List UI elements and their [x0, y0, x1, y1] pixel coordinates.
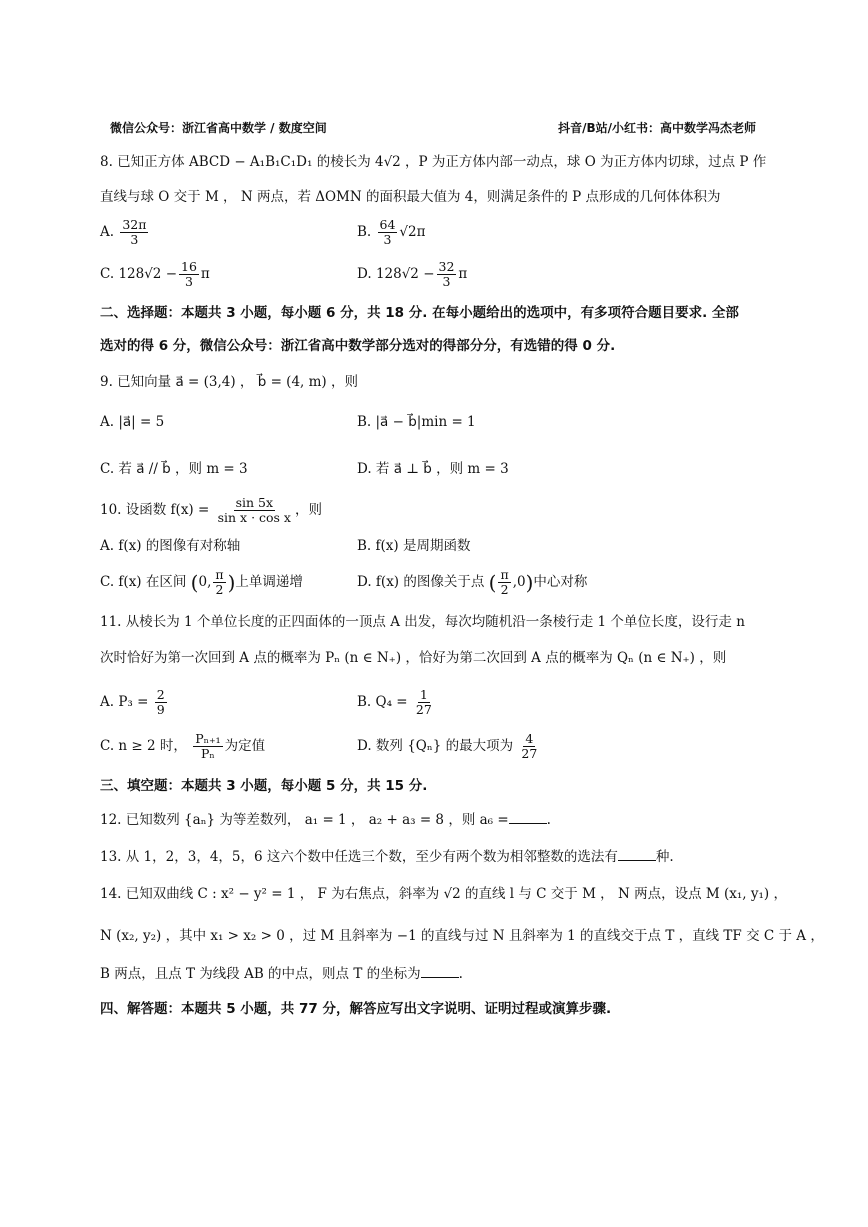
- q8-option-d: [357, 260, 467, 289]
- frac-num: 2: [156, 687, 165, 702]
- frac-den: 3: [130, 232, 139, 247]
- q9-stem: 9. 已知向量 a⃗ = (3,4) ， b⃗ = (4, m) ，则: [100, 374, 358, 390]
- option-text: C. n ≥ 2 时，: [100, 738, 187, 754]
- option-text: 上单调递增: [235, 574, 303, 590]
- q10-option-b: B. f(x) 是周期函数: [357, 538, 471, 554]
- q8-option-b: [357, 218, 426, 247]
- q13-tail: 种.: [655, 849, 674, 865]
- q9-option-d: D. 若 a⃗ ⊥ b⃗ ，则 m = 3: [357, 461, 509, 477]
- q10-option-d: [357, 568, 587, 597]
- section4-heading: 四、解答题：本题共 5 小题，共 77 分，解答应写出文字说明、证明过程或演算步骤.: [100, 1001, 612, 1017]
- option-text: 为定值: [224, 738, 266, 754]
- frac-num: 64: [379, 217, 396, 232]
- math-tail: π: [458, 266, 468, 282]
- fraction: [437, 260, 457, 289]
- fraction: [213, 568, 225, 597]
- q13: [100, 847, 768, 867]
- answer-blank[interactable]: [421, 965, 459, 978]
- math-part: 0,: [198, 574, 212, 590]
- frac-num: 16: [181, 259, 197, 274]
- math-part: ,0: [512, 574, 526, 590]
- q11-line2: 次时恰好为第一次回到 A 点的概率为 Pₙ (n ∈ N₊) ，恰好为第二次回到 A 点的概率为 Qₙ (n ∈ N₊) ，则: [100, 650, 727, 666]
- frac-den: 3: [383, 232, 392, 247]
- header-right: 抖音/B站/小红书：高中数学冯杰老师: [558, 121, 756, 135]
- fraction: [216, 496, 293, 525]
- frac-den: 27: [415, 702, 432, 717]
- option-text: 中心对称: [533, 574, 588, 590]
- option-label: D.: [357, 266, 372, 282]
- frac-num: π: [215, 567, 224, 582]
- q11-option-b: [357, 688, 436, 717]
- option-label: A.: [100, 224, 115, 240]
- frac-num: 32π: [122, 217, 147, 232]
- math-tail: √2π: [399, 224, 426, 240]
- q9-option-b: B. |a⃗ − b⃗|min = 1: [357, 414, 476, 430]
- option-text: D. 数列 {Qₙ} 的最大项为: [357, 738, 514, 754]
- q14-line1: 14. 已知双曲线 C : x² − y² = 1 ， F 为右焦点，斜率为 √2 的直线 l 与 C 交于 M ， N 两点，设点 M (x₁, y₁) ，: [100, 886, 787, 902]
- frac-num: Pₙ₊₁: [195, 731, 221, 746]
- frac-den: 27: [521, 746, 538, 761]
- option-text: A. P₃ =: [100, 694, 149, 710]
- frac-den: sin x · cos x: [217, 510, 291, 525]
- q11-option-c: [100, 732, 265, 761]
- math-lead: 128√2 −: [118, 266, 177, 282]
- math-tail: π: [200, 266, 210, 282]
- q11-line1: 11. 从棱长为 1 个单位长度的正四面体的一顶点 A 出发，每次均随机沿一条棱行走 1 个单位长度，设行走 n: [100, 614, 745, 630]
- q10-stem: [100, 496, 322, 525]
- q9-option-c: C. 若 a⃗ // b⃗ ，则 m = 3: [100, 461, 248, 477]
- stem-prefix: 10. 设函数 f(x) =: [100, 502, 210, 518]
- option-text: D. f(x) 的图像关于点: [357, 574, 485, 590]
- q8-option-a: [100, 218, 150, 247]
- frac-num: 4: [525, 731, 534, 746]
- frac-den: 2: [500, 582, 509, 597]
- frac-num: 32: [438, 259, 455, 274]
- option-label: C.: [100, 266, 115, 282]
- q14-text: B 两点，且点 T 为线段 AB 的中点，则点 T 的坐标为: [100, 966, 421, 982]
- paren-close: ): [227, 570, 236, 595]
- q12: [100, 810, 768, 830]
- paren-close: ): [525, 570, 534, 595]
- frac-den: 3: [184, 274, 193, 289]
- fraction: [498, 568, 510, 597]
- option-text: C. f(x) 在区间: [100, 574, 187, 590]
- fraction: [193, 732, 222, 761]
- fraction: [155, 688, 167, 717]
- frac-den: 2: [215, 582, 224, 597]
- q11-option-d: [357, 732, 541, 761]
- math-lead: 128√2 −: [375, 266, 435, 282]
- q12-tail: .: [546, 812, 551, 828]
- header-left: 微信公众号：浙江省高中数学 / 数度空间: [110, 121, 327, 135]
- q10-option-a: A. f(x) 的图像有对称轴: [100, 538, 241, 554]
- q12-text: 12. 已知数列 {aₙ} 为等差数列， a₁ = 1 ， a₂ + a₃ = 8 ，则 a₆ =: [100, 812, 509, 828]
- frac-num: sin 5x: [235, 495, 274, 510]
- fraction: [179, 260, 199, 289]
- option-label: B.: [357, 224, 372, 240]
- q14-line2: N (x₂, y₂) ，其中 x₁ > x₂ > 0 ，过 M 且斜率为 −1 的直线与过 N 且斜率为 1 的直线交于点 T ，直线 TF 交 C 于 A ，: [100, 928, 824, 944]
- paren-open: (: [488, 570, 497, 595]
- q13-text: 13. 从 1，2，3，4，5，6 这六个数中任选三个数，至少有两个数为相邻整数的选法有: [100, 849, 618, 865]
- frac-num: 1: [419, 687, 428, 702]
- fraction: [519, 732, 539, 761]
- q8-option-c: [100, 260, 210, 289]
- fraction: [414, 688, 434, 717]
- frac-num: π: [500, 567, 509, 582]
- q14-tail: .: [458, 966, 463, 982]
- answer-blank[interactable]: [618, 848, 656, 861]
- q11-option-a: [100, 688, 169, 717]
- frac-den: Pₙ: [201, 746, 215, 761]
- stem-suffix: ，则: [294, 502, 322, 518]
- q14-line3: [100, 964, 768, 984]
- answer-blank[interactable]: [509, 811, 547, 824]
- q8-line1: 8. 已知正方体 ABCD − A₁B₁C₁D₁ 的棱长为 4√2 ，P 为正方体内部一动点，球 O 为正方体内切球，过点 P 作: [100, 154, 767, 170]
- section2-line2: 选对的得 6 分，微信公众号：浙江省高中数学部分选对的得部分分，有选错的得 0 分.: [100, 338, 616, 354]
- q9-option-a: A. |a⃗| = 5: [100, 414, 165, 430]
- paren-open: (: [190, 570, 199, 595]
- fraction: [378, 218, 398, 247]
- option-text: B. Q₄ =: [357, 694, 408, 710]
- q10-option-c: [100, 568, 303, 597]
- frac-den: 3: [442, 274, 451, 289]
- section3-heading: 三、填空题：本题共 3 小题，每小题 5 分，共 15 分.: [100, 778, 428, 794]
- fraction: [120, 218, 148, 247]
- frac-den: 9: [156, 702, 165, 717]
- section2-line1: 二、选择题：本题共 3 小题，每小题 6 分，共 18 分. 在每小题给出的选项中，有多项符合题目要求. 全部: [100, 305, 739, 321]
- q8-line2: 直线与球 O 交于 M ， N 两点，若 ΔOMN 的面积最大值为 4，则满足条件的 P 点形成的几何体体积为: [100, 189, 721, 205]
